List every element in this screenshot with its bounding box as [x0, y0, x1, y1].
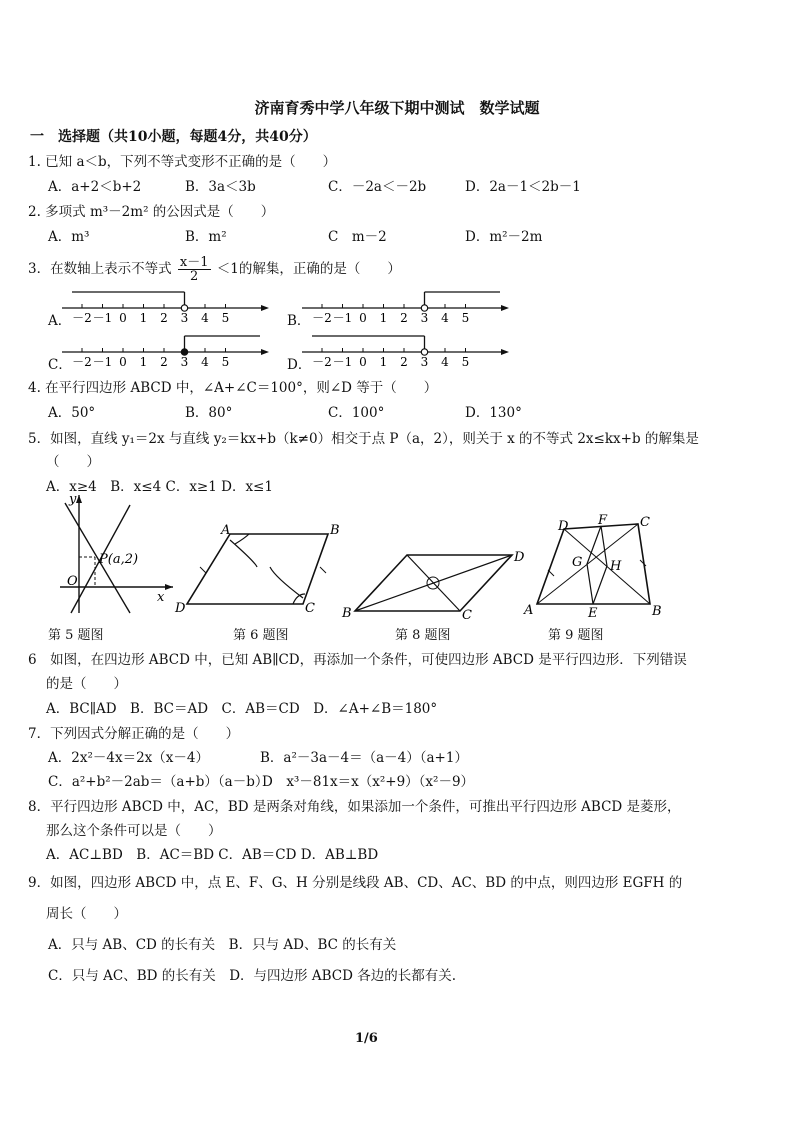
question-4-option-a: A．50°: [48, 405, 96, 421]
question-7-stem: 7．下列因式分解正确的是（ ）: [28, 726, 240, 742]
tick-label: －2: [72, 311, 92, 325]
question-3-suffix: ＜1的解集，正确的是（ ）: [216, 261, 401, 277]
section-heading: 一 选择题（共10小题，每题4分，共40分）: [30, 129, 317, 145]
figure-9-quadrilateral: [520, 512, 670, 622]
figure-8-caption: 第 8 题图: [395, 628, 451, 643]
tick-label: －2: [312, 311, 332, 325]
tick-label: 1: [379, 311, 388, 325]
question-2-option-c: C m－2: [328, 229, 387, 245]
vertex-c: C: [462, 608, 472, 623]
midpoint-f: F: [598, 513, 608, 528]
tick-label: 4: [441, 355, 449, 369]
question-2-option-b: B．m²: [185, 229, 227, 245]
figure-5-caption: 第 5 题图: [48, 628, 104, 643]
question-1-stem: 1. 已知 a＜b，下列不等式变形不正确的是（ ）: [28, 154, 337, 170]
question-5-stem: 5．如图，直线 y₁＝2x 与直线 y₂＝kx+b（k≠0）相交于点 P（a，2），则关于 x 的不等式 2x≤kx+b 的解集是: [28, 431, 699, 447]
tick-label: 4: [201, 311, 209, 325]
tick-label: 1: [139, 355, 148, 369]
vertex-c: C: [305, 601, 315, 616]
number-line-b: [300, 286, 515, 330]
vertex-a: A: [221, 523, 231, 538]
question-9-options-ab: A．只与 AB、CD 的长有关 B．只与 AD、BC 的长有关: [48, 937, 397, 953]
question-3-prefix: 3．在数轴上表示不等式: [28, 261, 172, 277]
question-2-option-d: D．m²－2m: [465, 229, 543, 245]
tick-label: 0: [119, 355, 127, 369]
tick-label: －1: [332, 311, 353, 325]
number-line-d-label: D．: [287, 357, 312, 373]
question-4-stem: 4. 在平行四边形 ABCD 中，∠A+∠C＝100°，则∠D 等于（ ）: [28, 380, 438, 396]
tick-label: 5: [221, 355, 230, 369]
tick-label: 5: [461, 311, 470, 325]
vertex-d: D: [558, 519, 569, 534]
question-4-option-b: B．80°: [185, 405, 233, 421]
vertex-b: B: [330, 523, 340, 538]
question-5-options: A．x≥4 B．x≤4 C．x≥1 D．x≤1: [46, 479, 273, 495]
page-title: 济南育秀中学八年级下期中测试 数学试题: [254, 99, 540, 117]
question-9-options-cd: C．只与 AC、BD 的长有关 D．与四边形 ABCD 各边的长都有关.: [48, 968, 457, 984]
midpoint-g: G: [572, 555, 583, 570]
vertex-d: D: [514, 550, 525, 565]
question-8-options: A．AC⊥BD B．AC＝BD C．AB＝CD D．AB⊥BD: [46, 847, 379, 863]
question-6-options: A．BC∥AD B．BC＝AD C．AB＝CD D．∠A+∠B＝180°: [46, 701, 438, 717]
tick-label: 3: [180, 311, 189, 325]
vertex-c: C: [640, 515, 650, 530]
figure-5-graph: [55, 492, 175, 620]
question-7-option-d: D x³－81x＝x（x²+9）（x²－9）: [262, 774, 475, 790]
question-1-option-a: A．a+2＜b+2: [48, 179, 142, 195]
question-2-option-a: A．m³: [48, 229, 90, 245]
tick-label: 4: [441, 311, 449, 325]
tick-label: 5: [221, 311, 230, 325]
tick-label: 2: [160, 355, 168, 369]
number-line-a: [60, 286, 275, 330]
question-7-option-a: A．2x²－4x＝2x（x－4）: [48, 750, 209, 766]
tick-label: 2: [400, 311, 408, 325]
question-4-option-d: D．130°: [465, 405, 522, 421]
question-8-stem-continued: 那么这个条件可以是（ ）: [46, 823, 222, 839]
question-6-stem: 6 如图，在四边形 ABCD 中，已知 AB∥CD，再添加一个条件，可使四边形 ABCD 是平行四边形．下列错误: [28, 652, 687, 668]
vertex-d: D: [175, 601, 186, 616]
question-7-option-b: B．a²－3a－4＝（a－4）（a+1）: [260, 750, 468, 766]
figure-8-rhombus: [340, 545, 530, 623]
tick-label: 0: [359, 355, 367, 369]
tick-label: 5: [461, 355, 470, 369]
question-1-option-c: C．－2a＜－2b: [328, 179, 427, 195]
tick-label: 0: [119, 311, 127, 325]
number-line-c-label: C．: [48, 357, 72, 373]
number-line-b-label: B．: [287, 313, 311, 329]
figure-9-caption: 第 9 题图: [548, 628, 604, 643]
vertex-a: A: [524, 603, 534, 618]
midpoint-e: E: [588, 606, 598, 621]
tick-label: 0: [359, 311, 367, 325]
question-9-stem-continued: 周长（ ）: [46, 906, 127, 922]
tick-label: 1: [139, 311, 148, 325]
question-3-stem: [28, 256, 401, 283]
vertex-b: B: [342, 606, 352, 621]
tick-label: 2: [400, 355, 408, 369]
fraction-numerator: x－1: [179, 255, 209, 270]
tick-label: －1: [92, 355, 113, 369]
tick-label: 2: [160, 311, 168, 325]
fraction-denominator: 2: [190, 269, 199, 284]
point-p-label: P(a,2): [99, 552, 139, 567]
number-line-c: [60, 330, 275, 374]
origin-label: O: [67, 574, 78, 589]
question-2-stem: 2. 多项式 m³－2m² 的公因式是（ ）: [28, 204, 275, 220]
figure-6-caption: 第 6 题图: [233, 628, 289, 643]
number-line-d: [300, 330, 515, 374]
tick-label: －2: [312, 355, 332, 369]
tick-label: 4: [201, 355, 209, 369]
figure-6-parallelogram: [175, 522, 350, 617]
tick-label: 1: [379, 355, 388, 369]
page-number: 1/6: [355, 1031, 378, 1046]
question-7-option-c: C．a²+b²－2ab＝（a+b）（a－b）: [48, 774, 269, 790]
number-line-a-label: A．: [48, 313, 72, 329]
tick-label: －1: [332, 355, 353, 369]
question-5-paren: （ ）: [46, 454, 100, 470]
tick-label: 3: [180, 355, 189, 369]
tick-label: 3: [420, 311, 429, 325]
question-8-stem: 8．平行四边形 ABCD 中，AC，BD 是两条对角线，如果添加一个条件，可推出平行四边形 ABCD 是菱形，: [28, 799, 681, 815]
axis-x-label: x: [157, 590, 165, 605]
question-1-option-b: B．3a＜3b: [185, 179, 256, 195]
vertex-b: B: [652, 604, 662, 619]
tick-label: －1: [92, 311, 113, 325]
tick-label: －2: [72, 355, 92, 369]
question-9-stem: 9．如图，四边形 ABCD 中，点 E、F、G、H 分别是线段 AB、CD、AC、BD 的中点，则四边形 EGFH 的: [28, 875, 683, 891]
midpoint-h: H: [610, 559, 622, 574]
question-6-stem-continued: 的是（ ）: [46, 676, 127, 692]
tick-label: 3: [420, 355, 429, 369]
question-4-option-c: C．100°: [328, 405, 385, 421]
question-1-option-d: D．2a－1＜2b－1: [465, 179, 581, 195]
axis-y-label: y: [69, 492, 77, 507]
